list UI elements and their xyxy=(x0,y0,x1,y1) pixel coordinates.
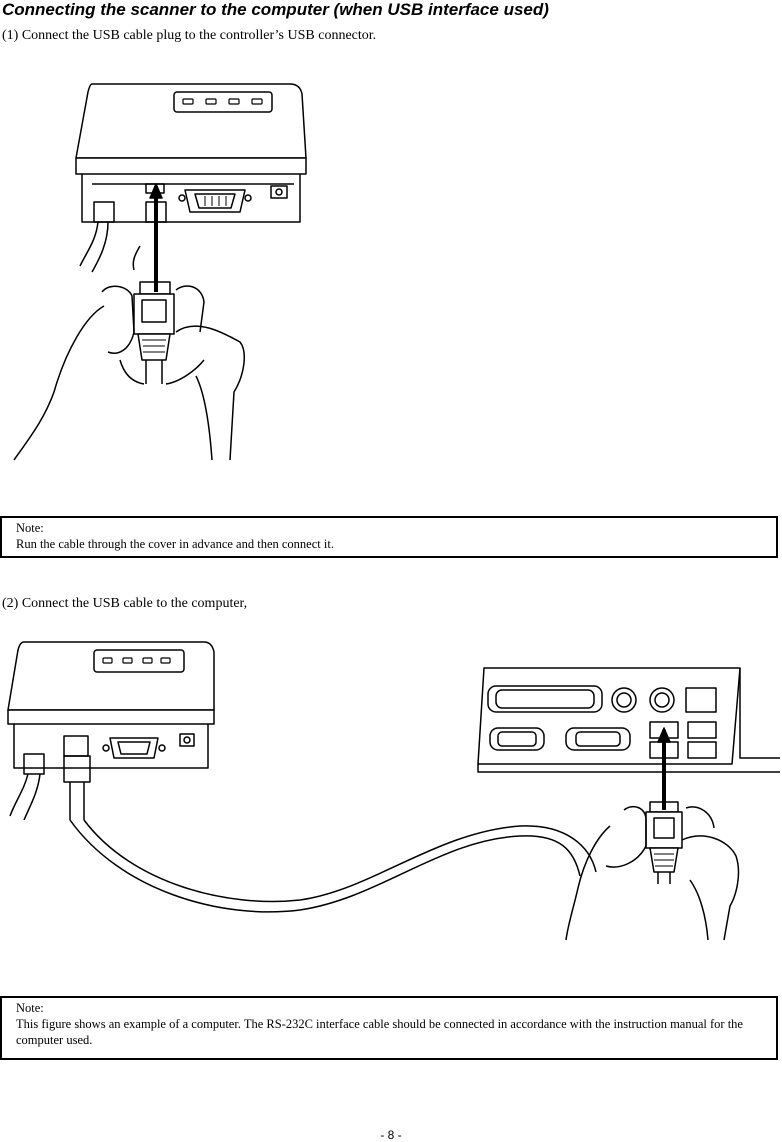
note-1-label: Note: xyxy=(16,521,44,535)
step-2-text: (2) Connect the USB cable to the computer, xyxy=(2,596,248,611)
figure-controller-usb-connection xyxy=(0,70,420,470)
figure-controller-to-computer xyxy=(0,640,780,946)
page-number: - 8 - xyxy=(380,1128,402,1142)
note-2-text: This figure shows an example of a computer. The RS-232C interface cable should be connected in accordance with the instruction manual for the computer used. xyxy=(16,1017,743,1047)
note-box-2 xyxy=(0,996,778,1060)
note-1-text: Run the cable through the cover in advance and then connect it. xyxy=(16,537,334,551)
note-box-1 xyxy=(0,516,778,558)
step-1-text: (1) Connect the USB cable plug to the controller’s USB connector. xyxy=(2,28,377,43)
page-title: Connecting the scanner to the computer (when USB interface used) xyxy=(2,0,549,19)
note-2-label: Note: xyxy=(16,1001,44,1015)
